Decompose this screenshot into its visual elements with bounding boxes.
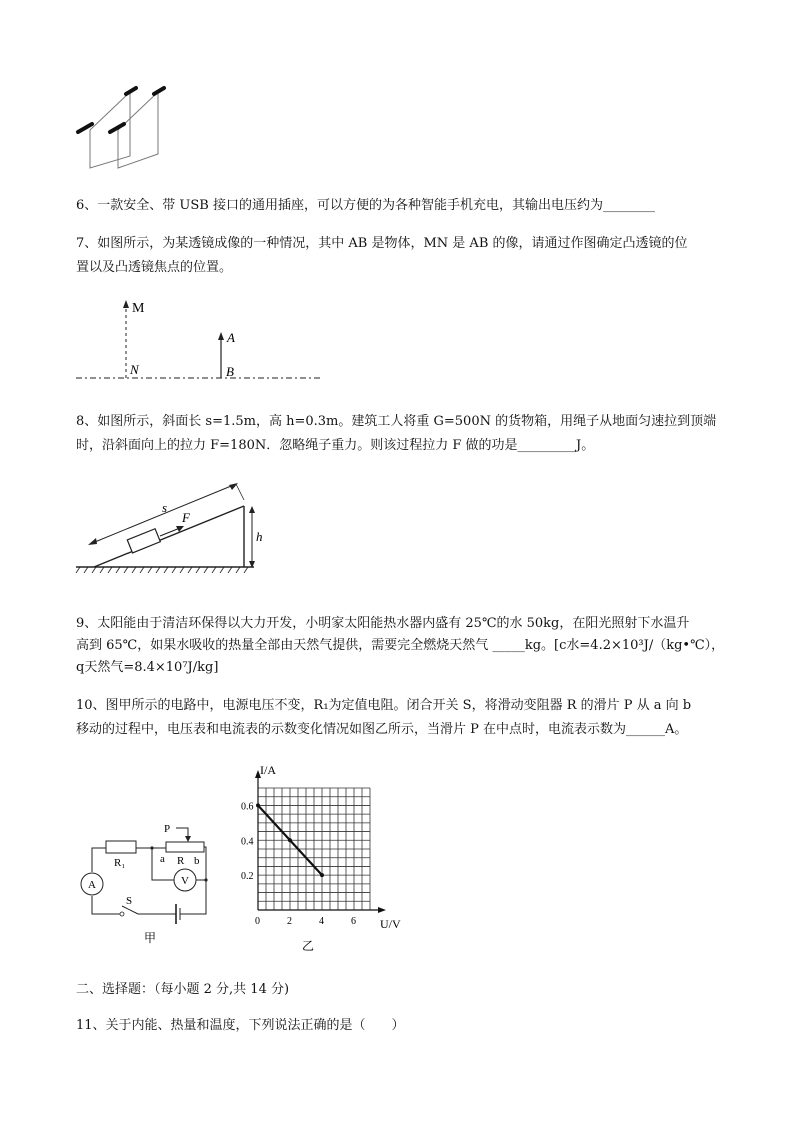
label-a: a (160, 853, 165, 865)
question-7-line-1: 7、如图所示，为某透镜成像的一种情况，其中 AB 是物体，MN 是 AB 的像，请通过作图确定凸透镜的位 (76, 236, 688, 251)
switch-S (122, 906, 138, 914)
label-P: P (164, 823, 171, 835)
label-B: B (226, 364, 234, 379)
label-M: M (132, 301, 145, 316)
lens-figure (76, 296, 336, 386)
question-7-line-2: 置以及凸透镜焦点的位置。 (76, 260, 233, 275)
question-10-line-1: 10、图甲所示的电路中，电源电压不变，R₁为定值电阻。闭合开关 S，将滑动变阻器 R 的滑片 P 从 a 向 b (76, 698, 692, 713)
question-10-line-2: 移动的过程中，电压表和电流表的示数变化情况如图乙所示，当滑片 P 在中点时，电流表示数为______A。 (76, 722, 688, 737)
label-h: h (256, 529, 263, 544)
x-tick-label: 0 (255, 916, 260, 927)
label-b: b (194, 855, 200, 867)
image-MN-arrowhead (123, 300, 129, 308)
question-11-text: 11、关于内能、热量和温度，下列说法正确的是（ ） (76, 1018, 405, 1033)
x-tick-label: 2 (287, 916, 292, 927)
circuit-diagram (76, 814, 216, 944)
rheostat-R (166, 842, 204, 852)
force-F-arrow (160, 528, 180, 536)
question-6-text: 6、一款安全、带 USB 接口的通用插座，可以方便的为各种智能手机充电，其输出电压约为________ (76, 198, 655, 213)
caption-jia: 甲 (144, 931, 157, 945)
x-tick-label: 6 (351, 916, 356, 927)
label-F: F (182, 510, 190, 525)
resistor-R1 (106, 841, 136, 853)
label-R: R (177, 855, 185, 867)
question-9-line-3: q天然气=8.4×10⁷J/kg] (76, 660, 219, 675)
incline-figure (76, 478, 266, 578)
incline-surface (94, 506, 244, 567)
label-V: V (181, 875, 189, 887)
label-N: N (130, 362, 139, 377)
y-tick-label: 0.4 (241, 836, 254, 848)
section-2-heading: 二、选择题：（每小题 2 分,共 14 分) (76, 982, 290, 997)
ground-hatching (76, 567, 248, 573)
question-8-line-2: 时，沿斜面向上的拉力 F=180N．忽略绳子重力。则该过程拉力 F 做的功是_________J。 (76, 438, 595, 453)
cargo-box (127, 529, 160, 553)
label-A: A (227, 330, 235, 345)
caption-yi: 乙 (302, 939, 315, 953)
iu-chart (240, 760, 410, 960)
y-axis-label: I/A (260, 763, 276, 777)
object-AB-arrowhead (218, 332, 224, 340)
label-S: S (126, 895, 133, 907)
data-point (320, 873, 324, 877)
question-9-line-2: 高到 65℃，如果水吸收的热量全部由天然气提供，需要完全燃烧天然气 _____kg。[c水=4.2×10³J/（kg•℃）， (76, 638, 725, 653)
x-axis-label: U/V (380, 917, 401, 931)
label-A: A (88, 879, 96, 891)
q5-hanger-figure (70, 80, 170, 170)
data-point (288, 838, 292, 842)
y-tick-label: 0.2 (241, 871, 254, 883)
y-tick-label: 0.6 (241, 801, 254, 813)
x-axis-arrow (378, 907, 386, 913)
label-s: s (162, 500, 168, 515)
question-9-line-1: 9、太阳能由于清洁环保得以大力开发，小明家太阳能热水器内盛有 25℃的水 50kg，在阳光照射下水温升 (76, 616, 690, 631)
x-tick-label: 4 (319, 916, 324, 927)
data-point (256, 803, 260, 807)
question-8-line-1: 8、如图所示，斜面长 s=1.5m，高 h=0.3m。建筑工人将重 G=500N 的货物箱，用绳子从地面匀速拉到顶端 (76, 414, 717, 429)
label-R1: R₁ (114, 857, 126, 869)
